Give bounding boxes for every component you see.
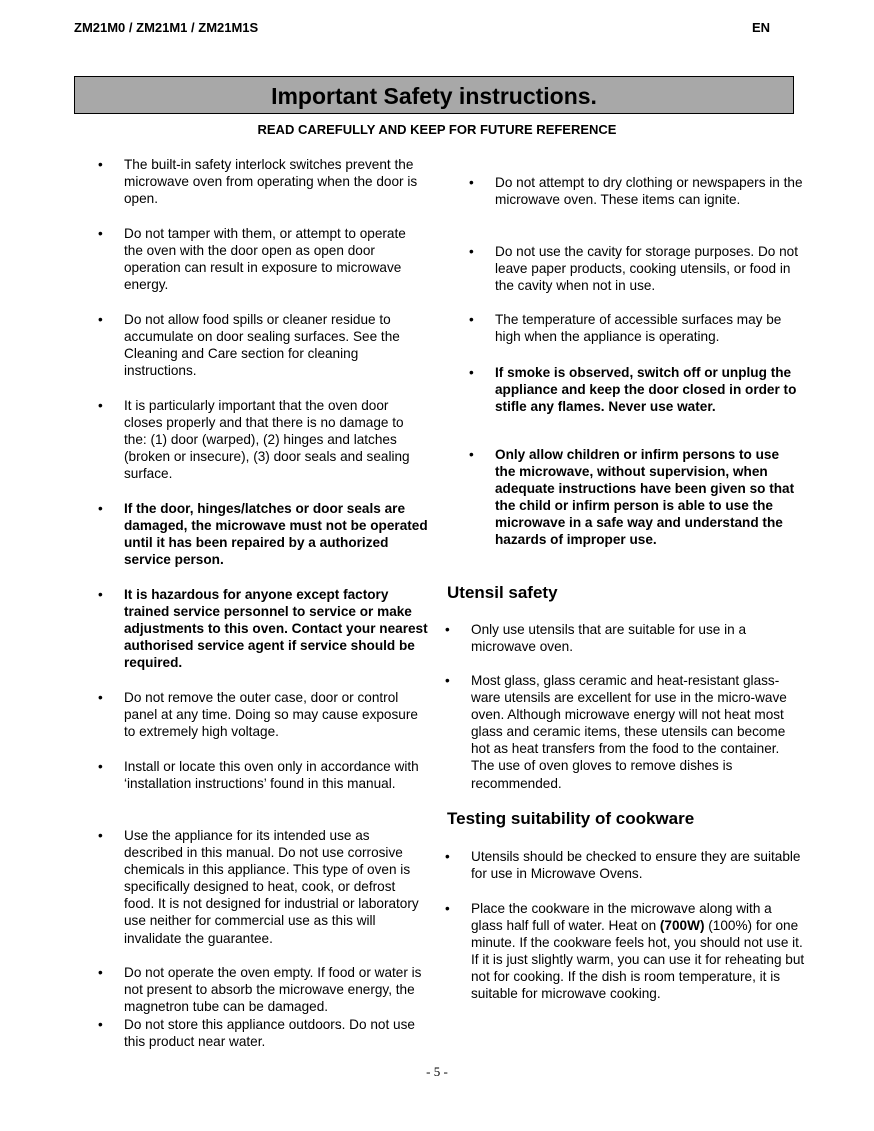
bullet-dot: • <box>98 828 103 843</box>
bullet-dot: • <box>98 759 103 774</box>
left-bullet-8 <box>98 758 428 792</box>
bullet-text: Do not remove the outer case, door or control panel at any time. Doing so may cause exposure to extremely high voltage. <box>124 690 418 740</box>
left-bullet-7 <box>98 689 428 740</box>
left-bullet-2 <box>98 225 428 293</box>
bullet-text: Do not use the cavity for storage purposes. Do not leave paper products, cooking utensils, or food in the cavity when not in use. <box>495 244 799 294</box>
bullet-dot: • <box>445 849 450 864</box>
left-bullet-3 <box>98 311 428 379</box>
bullet-dot: • <box>469 365 474 380</box>
bullet-dot: • <box>98 157 103 172</box>
bullet-dot: • <box>445 673 450 688</box>
bullet-dot: • <box>98 501 103 516</box>
header-models: ZM21M0 / ZM21M1 / ZM21M1S <box>74 20 259 35</box>
utensil-bullet-1 <box>445 621 805 655</box>
bullet-text: Do not tamper with them, or attempt to operate the oven with the door open as open door operation can result in exposure to microwave energy. <box>124 226 406 293</box>
bullet-text: It is hazardous for anyone except factory trained service personnel to service or make adjustments to this oven. Contact your nearest authorised service agent if service should be required. <box>124 587 428 671</box>
right-bullet-1 <box>469 174 803 208</box>
bullet-text: If the door, hinges/latches or door seals are damaged, the microwave must not be operated until it has been repaired by a authorized service person. <box>124 501 428 568</box>
power-setting: (700W) <box>659 918 705 934</box>
utensil-bullet-2 <box>445 672 805 792</box>
text-run: Place the cookware in the microwave along with a glass half full of water. Heat on <box>471 901 772 934</box>
bullet-dot: • <box>98 1017 103 1032</box>
bullet-text: If smoke is observed, switch off or unplug the appliance and keep the door closed in order to stifle any flames. Never use water. <box>495 365 797 415</box>
bullet-text: Only use utensils that are suitable for use in a microwave oven. <box>471 622 747 655</box>
left-bullet-4 <box>98 397 428 482</box>
section-heading-testing-cookware: Testing suitability of cookware <box>447 809 695 828</box>
bullet-dot: • <box>469 175 474 190</box>
page-number: - 5 - <box>426 1064 448 1079</box>
left-bullet-10 <box>98 964 428 1015</box>
bullet-text: The built-in safety interlock switches prevent the microwave oven from operating when the door is open. <box>124 157 418 207</box>
title-banner <box>74 76 794 114</box>
bullet-dot: • <box>98 226 103 241</box>
bullet-dot: • <box>98 965 103 980</box>
bullet-text: Most glass, glass ceramic and heat-resistant glass-ware utensils are excellent for use in the micro-wave oven. Although microwave energy will not heat most glass and ceramic items, these utensils can become hot as heat transfers from the food to the container. The use of oven gloves to remove dishes is recommended. <box>471 673 787 791</box>
left-bullet-5 <box>98 500 428 568</box>
cookware-bullet-2 <box>445 900 805 1003</box>
right-bullet-3 <box>469 311 803 345</box>
bullet-dot: • <box>445 622 450 637</box>
bullet-text: Do not attempt to dry clothing or newspapers in the microwave oven. These items can ignite. <box>495 175 803 208</box>
section-heading-utensil-safety: Utensil safety <box>447 583 558 602</box>
bullet-text: It is particularly important that the oven door closes properly and that there is no damage to the: (1) door (warped), (2) hinges and latches (broken or insecure), (3) door seals and sealing surface. <box>124 398 410 482</box>
bullet-dot: • <box>98 690 103 705</box>
left-bullet-11 <box>98 1016 428 1050</box>
bullet-text: Do not operate the oven empty. If food or water is not present to absorb the microwave energy, the magnetron tube can be damaged. <box>124 965 422 1015</box>
page-subtitle: READ CAREFULLY AND KEEP FOR FUTURE REFERENCE <box>257 122 617 137</box>
right-bullet-4 <box>469 364 803 415</box>
right-bullet-2 <box>469 243 803 294</box>
bullet-text <box>471 900 805 1003</box>
right-bullet-5 <box>469 446 803 549</box>
left-bullet-6 <box>98 586 428 671</box>
page-title: Important Safety instructions. <box>271 83 597 109</box>
left-bullet-1 <box>98 156 428 207</box>
bullet-dot: • <box>98 312 103 327</box>
cookware-bullet-1 <box>445 848 805 882</box>
bullet-text: Use the appliance for its intended use as described in this manual. Do not use corrosive chemicals in this appliance. This type of oven is specifically designed to heat, cook, or defrost food. It is not designed for industrial or laboratory use neither for commercial use as this will invalidate the guarantee. <box>124 828 419 946</box>
bullet-text: Utensils should be checked to ensure they are suitable for use in Microwave Ovens. <box>471 849 801 882</box>
bullet-text: Install or locate this oven only in accordance with ‘installation instructions’ found in this manual. <box>124 759 419 792</box>
header-language: EN <box>752 20 771 35</box>
bullet-text: Do not allow food spills or cleaner residue to accumulate on door sealing surfaces. See the Cleaning and Care section for cleaning instructions. <box>124 312 400 379</box>
bullet-dot: • <box>98 587 103 602</box>
bullet-dot: • <box>98 398 103 413</box>
bullet-dot: • <box>469 447 474 462</box>
bullet-text: The temperature of accessible surfaces may be high when the appliance is operating. <box>495 312 782 345</box>
bullet-text: Only allow children or infirm persons to use the microwave, without supervision, when adequate instructions have been given so that the child or infirm person is able to use the microwave in a safe way and understand the hazards of improper use. <box>495 447 795 548</box>
left-bullet-9 <box>98 827 428 947</box>
bullet-text: Do not store this appliance outdoors. Do not use this product near water. <box>124 1017 415 1050</box>
bullet-dot: • <box>469 244 474 259</box>
bullet-dot: • <box>469 312 474 327</box>
bullet-dot: • <box>445 901 450 916</box>
text-run: (100%) for one minute. If the cookware feels hot, you should not use it. If it is just slightly warm, you can use it for reheating but not for cooking. If the dish is room temperature, it is suitable for microwave cooking. <box>471 918 805 1002</box>
